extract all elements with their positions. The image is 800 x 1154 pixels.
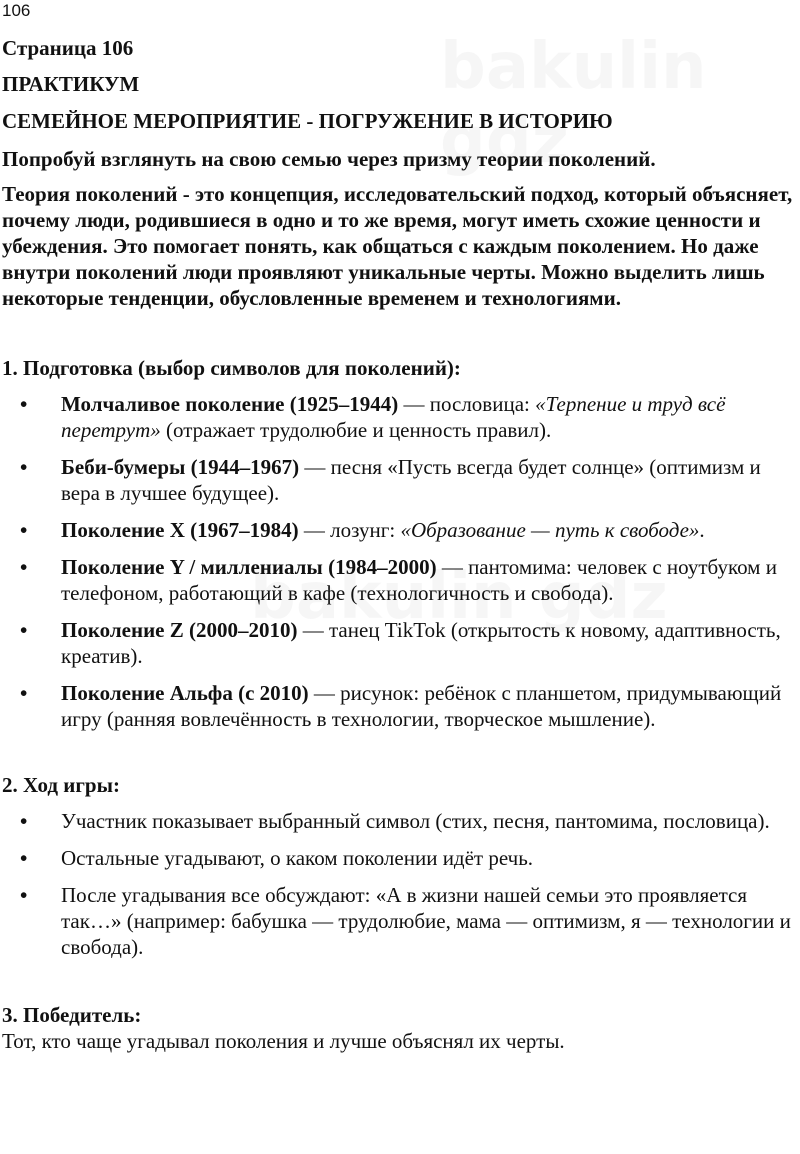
generation-name: Поколение Альфа (с 2010): [61, 681, 309, 705]
item-description: — песня «Пусть всегда будет солнце» (оптимизм и вера в лучшее будущее).: [61, 455, 761, 505]
item-quote: «Образование — путь к свободе»: [400, 518, 700, 542]
generation-name: Поколение Z (2000–2010): [61, 618, 298, 642]
list-item: [2, 617, 798, 669]
page-number: 106: [2, 1, 31, 20]
document-body: [2, 35, 798, 1054]
bullet: •: [20, 846, 28, 870]
item-description: — пантомима: человек с ноутбуком и телефоном, работающий в кафе (технологичность и свобода).: [61, 555, 777, 605]
generation-name: Молчаливое поколение (1925–1944): [61, 392, 399, 416]
bullet: •: [20, 809, 28, 833]
page-title: Страница 106: [2, 36, 134, 60]
item-text: Остальные угадывают, о каком поколении идёт речь.: [61, 846, 534, 870]
generation-name: Беби-бумеры (1944–1967): [61, 455, 300, 479]
generation-name: Поколение Y / миллениалы (1984–2000): [61, 555, 437, 579]
intro-theory: Теория поколений - это концепция, исследовательский подход, который объясняет, почему люди, родившиеся в одно и то же время, могут иметь схожие ценности и убеждения. Это помогает понять, как общаться с каждым поколением. Но даже внутри поколений люди проявляют уникальные черты. Можно выделить лишь некоторые тенденции, обусловленные временем и технологиями.: [2, 182, 793, 310]
event-title: СЕМЕЙНОЕ МЕРОПРИЯТИЕ - ПОГРУЖЕНИЕ В ИСТОРИЮ: [2, 109, 613, 133]
bullet: •: [20, 883, 28, 907]
list-item: [2, 391, 798, 443]
section-preparation-title: 1. Подготовка (выбор символов для поколений):: [2, 356, 461, 380]
generation-symbols-list: [2, 391, 798, 732]
bullet: •: [20, 392, 28, 416]
item-description: — рисунок: ребёнок с планшетом, придумывающий игру (ранняя вовлечённость в технологии, творческое мышление).: [61, 681, 782, 731]
item-text: Участник показывает выбранный символ (стих, песня, пантомима, пословица).: [61, 809, 770, 833]
item-quote: «Терпение и труд всё перетрут»: [61, 392, 726, 442]
section-gameplay-title: 2. Ход игры:: [2, 773, 120, 797]
section-winner-title: 3. Победитель:: [2, 1003, 142, 1027]
bullet: •: [20, 681, 28, 705]
practicum-heading: ПРАКТИКУМ: [2, 72, 140, 96]
list-item: [2, 845, 798, 871]
item-text: После угадывания все обсуждают: «А в жизни нашей семьи это проявляется так…» (например: бабушка — трудолюбие, мама — оптимизм, я — технологии и свобода).: [61, 883, 791, 959]
list-item: [2, 680, 798, 732]
list-item: [2, 882, 798, 960]
list-item: [2, 554, 798, 606]
bullet: •: [20, 555, 28, 579]
item-description: — танец TikTok (открытость к новому, адаптивность, креатив).: [61, 618, 781, 668]
item-separator: — лозунг:: [298, 518, 401, 542]
bullet: •: [20, 618, 28, 642]
bullet: •: [20, 455, 28, 479]
list-item: [2, 808, 798, 834]
list-item: [2, 517, 798, 543]
item-description: .: [699, 518, 705, 542]
generation-name: Поколение X (1967–1984): [61, 518, 299, 542]
item-description: (отражает трудолюбие и ценность правил).: [160, 418, 552, 442]
gameplay-list: [2, 808, 798, 960]
bullet: •: [20, 518, 28, 542]
intro-question: Попробуй взглянуть на свою семью через призму теории поколений.: [2, 147, 656, 171]
winner-text: Тот, кто чаще угадывал поколения и лучше объяснял их черты.: [2, 1029, 565, 1053]
item-separator: — пословица:: [398, 392, 536, 416]
list-item: [2, 454, 798, 506]
